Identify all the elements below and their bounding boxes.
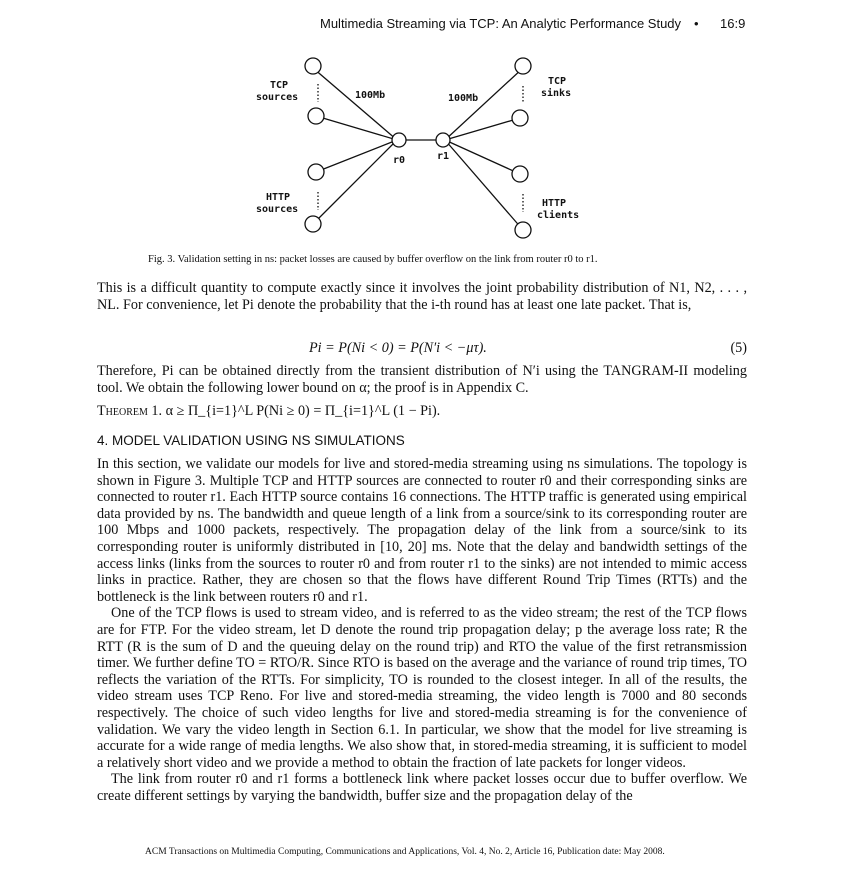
journal-footer: ACM Transactions on Multimedia Computing, Communications and Applications, Vol. 4, No. 2, Article 16, Publication date: May 2008. bbox=[145, 847, 665, 857]
theorem-1 bbox=[97, 403, 747, 420]
tcp-sink-node-1 bbox=[515, 58, 531, 74]
equation-expression: Pi = P(Ni < 0) = P(N′i < −μτ). bbox=[309, 340, 487, 356]
tcp-source-node-1 bbox=[305, 58, 321, 74]
http-client-node-2 bbox=[515, 222, 531, 238]
router-r1-node bbox=[436, 133, 450, 147]
paragraph-4-text: One of the TCP flows is used to stream video, and is referred to as the video stream; the rest of the TCP flows are for FTP. For the video stream, let D denote the round trip propagation delay; p the average loss rate; R the RTT (R is the sum of D and the queuing delay on the round trip) and RTO the value of the first retransmission timer. We further define TO = RTO/R. Since RTO is based on the average and the variance of round trip times, TO reflects the variation of the RTTs. For simplicity, TO is rounded to the closest integer. In all of the results, the video stream uses TCP Reno. For live and stored-media streaming, the video length is 7000 and 80 seconds respectively. The choice of such video lengths for live and stored-media streaming is for the convenience of validation. We vary the video length in Section 6.1. In particular, we show that the model for live streaming is accurate for a wide range of media lengths. We also show that, in stored-media streaming, it is sufficient to model a relatively short video and we provide a method to obtain the fraction of late packets for longer videos. bbox=[97, 605, 747, 771]
theorem-text: α ≥ Π_{i=1}^L P(Ni ≥ 0) = Π_{i=1}^L (1 − Pi). bbox=[165, 403, 441, 419]
label-http-sources-1: HTTP bbox=[266, 192, 291, 203]
http-client-node-1 bbox=[512, 166, 528, 182]
label-router-r0: r0 bbox=[393, 155, 406, 166]
label-router-r1: r1 bbox=[437, 151, 450, 162]
tcp-sink-node-2 bbox=[512, 110, 528, 126]
http-source-node-2 bbox=[305, 216, 321, 232]
label-tcp-sinks-2: sinks bbox=[541, 88, 572, 99]
paragraph-2-text: Therefore, Pi can be obtained directly from the transient distribution of N′i using the TANGRAM-II modeling tool. We obtain the following lower bound on α; the proof is in Appendix C. bbox=[97, 363, 747, 396]
figure-caption: Fig. 3. Validation setting in ns: packet losses are caused by buffer overflow on the link from router r0 to r1. bbox=[148, 254, 598, 265]
network-topology-diagram bbox=[240, 52, 600, 248]
label-tcp-sources-1: TCP bbox=[270, 80, 289, 91]
figure-3 bbox=[240, 52, 600, 248]
equation-number: (5) bbox=[730, 340, 747, 356]
paragraph-1 bbox=[97, 280, 747, 313]
label-http-sources-2: sources bbox=[256, 204, 299, 215]
section-heading: 4. MODEL VALIDATION USING NS SIMULATIONS bbox=[97, 433, 405, 448]
paragraph-1-text: This is a difficult quantity to compute exactly since it involves the joint probability distribution of N1, N2, . . . , NL. For convenience, let Pi denote the probability that the i-th round has at least one late packet. That is, bbox=[97, 280, 747, 313]
http-source-node-1 bbox=[308, 164, 324, 180]
paragraph-3-text: In this section, we validate our models for live and stored-media streaming using ns simulations. The topology is shown in Figure 3. Multiple TCP and HTTP sources are connected to router r0 and their corresponding sinks are connected to router r1. Each HTTP source contains 16 connections. The HTTP traffic is generated using empirical data provided by ns. The bandwidth and queue length of a link from a source/sink to its corresponding router are 100 Mbps and 1000 packets, respectively. The propagation delay of the link from a source/sink to its corresponding router is uniformly distributed in [10, 20] ms. Note that the delay and bandwidth settings of the access links (links from the sources to router r0 and from router r1 to the sinks) are not intended to mimic access links in practice. Rather, they are chosen so that the flows have different Round Trip Times (RTTs) and the bottleneck is the link between routers r0 and r1. bbox=[97, 456, 747, 605]
tcp-source-node-2 bbox=[308, 108, 324, 124]
header-bullet: • bbox=[694, 16, 699, 31]
label-link-left: 100Mb bbox=[355, 90, 386, 101]
label-link-right: 100Mb bbox=[448, 93, 479, 104]
label-tcp-sinks-1: TCP bbox=[548, 76, 567, 87]
label-http-clients-1: HTTP bbox=[542, 198, 567, 209]
header-title: Multimedia Streaming via TCP: An Analytic Performance Study bbox=[320, 16, 682, 31]
header-page-number: 16:9 bbox=[720, 16, 746, 31]
router-r0-node bbox=[392, 133, 406, 147]
paragraph-5-text: The link from router r0 and r1 forms a bottleneck link where packet losses occur due to buffer overflow. We create different settings by varying the bandwidth, buffer size and the propagation delay of the bbox=[97, 771, 747, 804]
label-http-clients-2: clients bbox=[537, 210, 580, 221]
theorem-label: Theorem 1. bbox=[97, 403, 163, 419]
section-body bbox=[97, 456, 747, 804]
label-tcp-sources-2: sources bbox=[256, 92, 299, 103]
paragraph-2 bbox=[97, 363, 747, 396]
